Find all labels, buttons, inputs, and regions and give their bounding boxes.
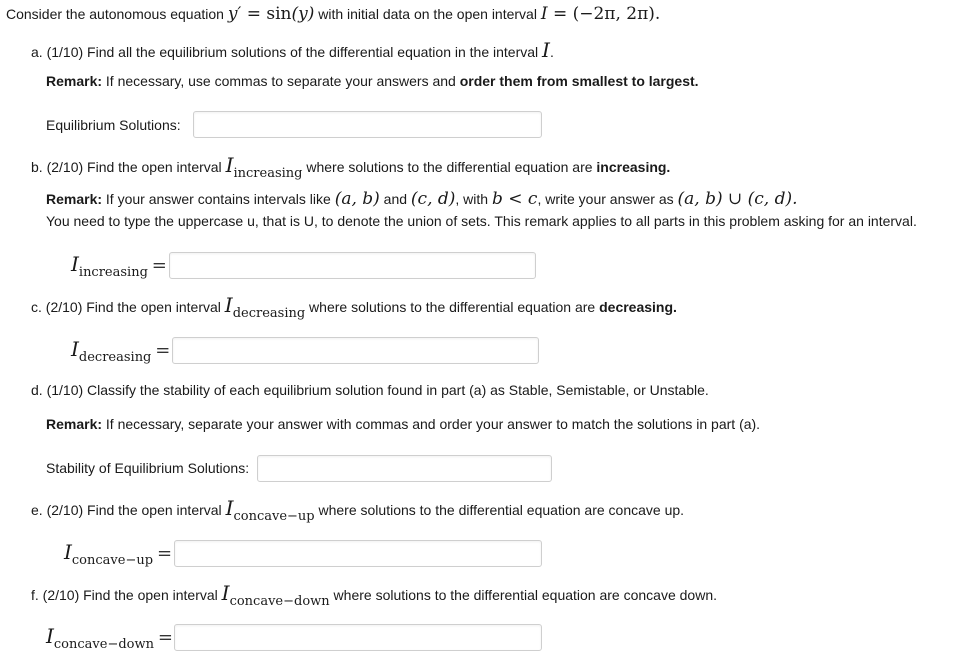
equilibrium-label: Equilibrium Solutions: xyxy=(46,117,181,133)
part-d-prompt: d. (1/10) Classify the stability of each equilibrium solution found in part (a) as Stable, Semistable, or Unstable. xyxy=(31,382,709,398)
concave-up-lhs: Iconcave−up = xyxy=(64,540,173,568)
interval-value: = (−2π, 2π). xyxy=(547,4,661,24)
part-a-prompt: a. (1/10) Find all the equilibrium solutions of the differential equation in the interval I. xyxy=(31,38,554,62)
decreasing-interval-input[interactable] xyxy=(172,337,539,364)
decreasing-lhs: Idecreasing = xyxy=(71,337,171,365)
part-b-remark: Remark: If your answer contains intervals like (a, b) and (c, d), with b < c, write your answer as (a, b) ∪ (c, d). xyxy=(46,189,798,209)
part-a-remark: Remark: If necessary, use commas to separate your answers and order them from smallest to largest. xyxy=(46,73,699,89)
part-e-prompt: e. (2/10) Find the open interval Iconcave−up where solutions to the differential equation are concave up. xyxy=(31,496,685,524)
stability-label: Stability of Equilibrium Solutions: xyxy=(46,460,250,476)
concave-down-input[interactable] xyxy=(174,624,542,651)
problem-statement: Consider the autonomous equation y′ = sin(y) with initial data on the open interval I = (−2π, 2π). xyxy=(6,4,661,24)
stability-input[interactable] xyxy=(257,455,552,482)
part-f-prompt: f. (2/10) Find the open interval Iconcave−down where solutions to the differential equation are concave down. xyxy=(31,581,717,609)
concave-up-input[interactable] xyxy=(174,540,542,567)
y-prime: y′ xyxy=(227,4,242,24)
part-b-remark-line2: You need to type the uppercase u, that is U, to denote the union of sets. This remark applies to all parts in this problem asking for an interval. xyxy=(46,213,917,229)
part-d-remark: Remark: If necessary, separate your answer with commas and order your answer to match the solutions in part (a). xyxy=(46,416,761,432)
equilibrium-solutions-input[interactable] xyxy=(193,111,542,138)
sin-function: sin xyxy=(266,4,292,24)
part-b-prompt: b. (2/10) Find the open interval Iincreasing where solutions to the differential equation are increasing. xyxy=(31,153,671,181)
increasing-lhs: Iincreasing = xyxy=(71,252,167,280)
concave-down-lhs: Iconcave−down = xyxy=(46,624,173,652)
part-c-prompt: c. (2/10) Find the open interval Idecreasing where solutions to the differential equation are decreasing. xyxy=(31,293,677,321)
increasing-interval-input[interactable] xyxy=(169,252,536,279)
